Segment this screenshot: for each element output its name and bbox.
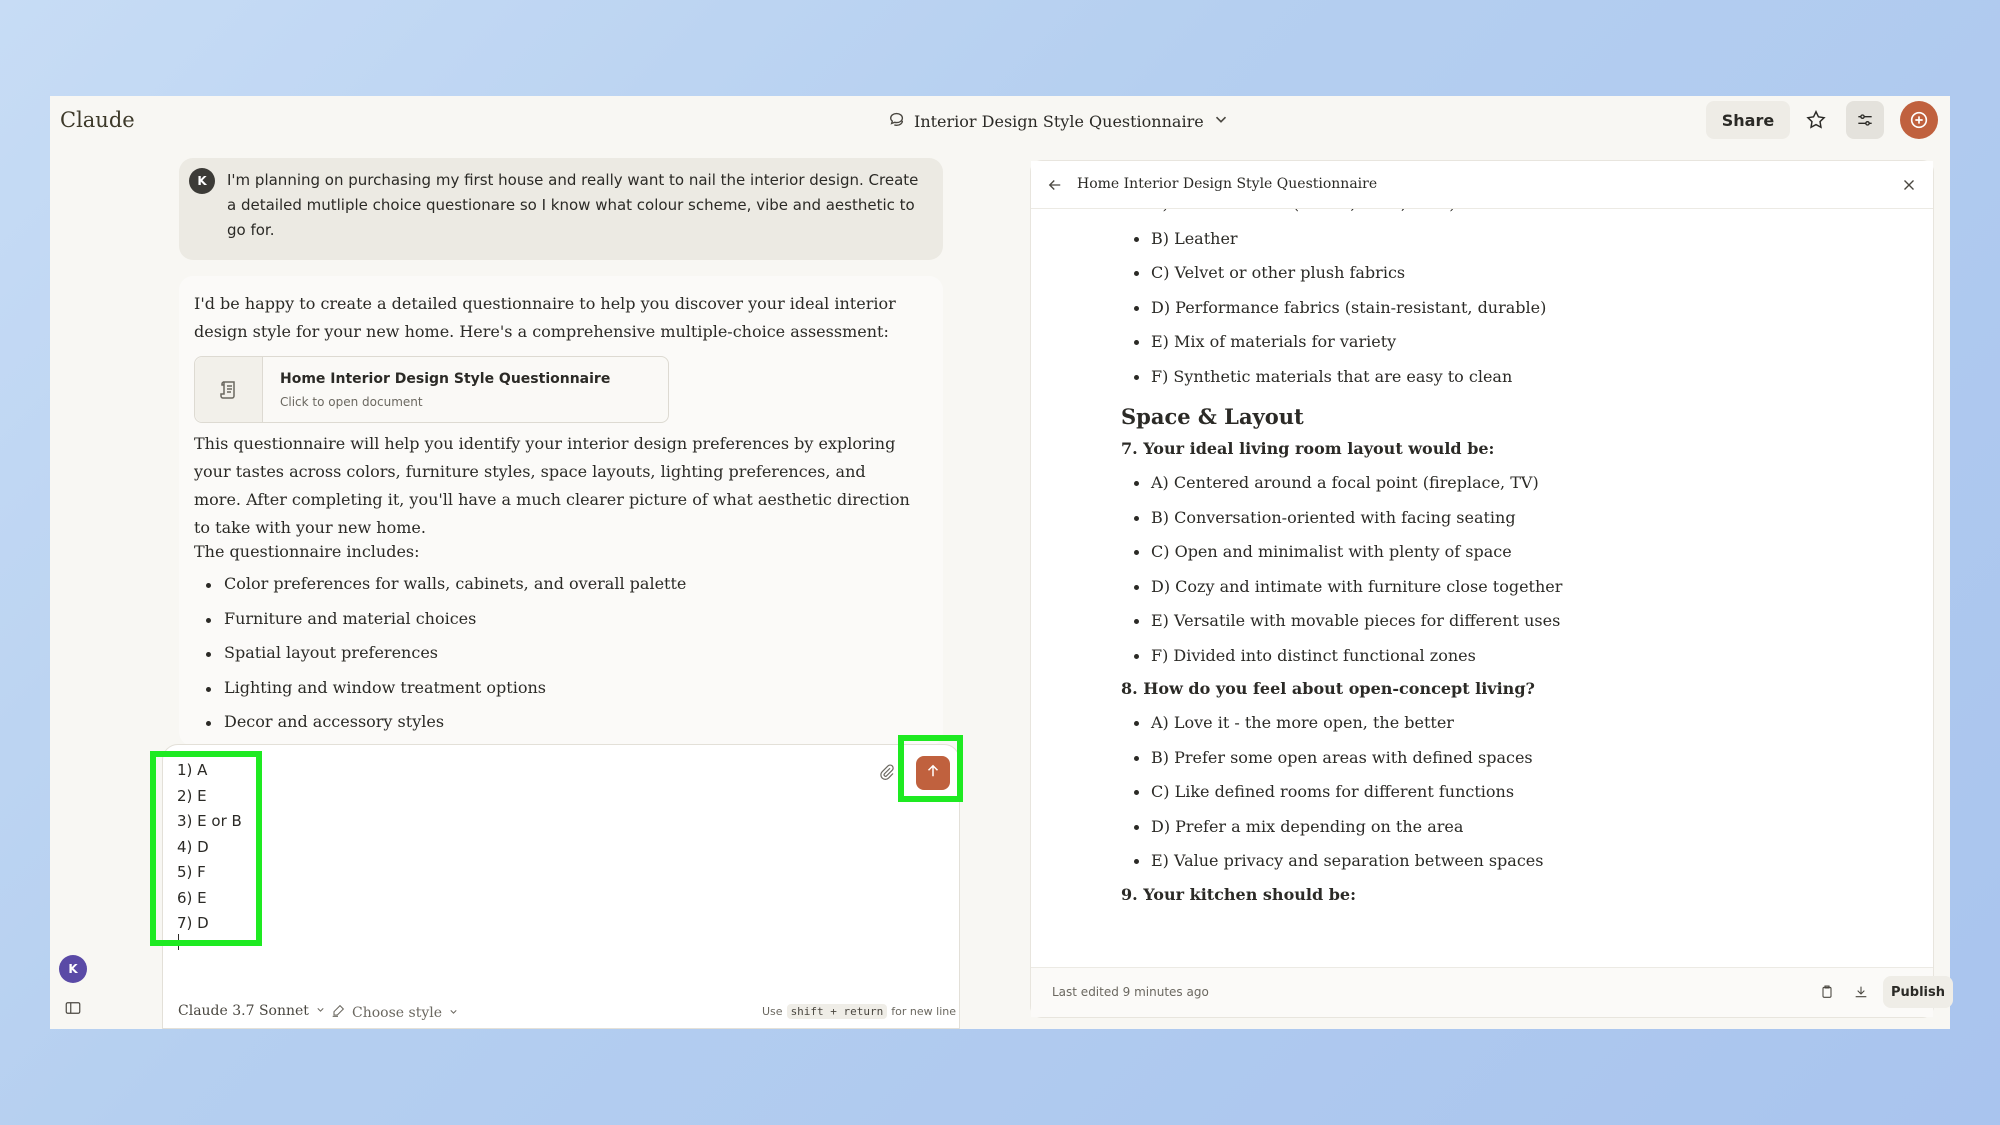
list-item: Furniture and material choices	[194, 609, 686, 644]
hint-key: shift + return	[787, 1004, 888, 1019]
list-item: B) Prefer some open areas with defined spaces	[1121, 747, 1901, 782]
assistant-intro: I'd be happy to create a detailed questionnaire to help you discover your ideal interior design style for your new home. Here's a comprehensive multiple-choice assessment:	[194, 294, 896, 341]
brush-icon	[330, 1003, 346, 1023]
artifact-header	[1031, 161, 1933, 209]
question-6-options	[1121, 193, 1901, 400]
style-label: Choose style	[352, 1005, 442, 1021]
message-input[interactable]	[162, 744, 960, 1029]
answer-line: 7) D	[177, 914, 209, 932]
hint-suffix: for new line	[891, 1005, 956, 1018]
chevron-down-icon	[1212, 110, 1230, 132]
assistant-message	[179, 276, 943, 746]
chat-bubble-icon	[888, 110, 906, 132]
share-button[interactable]: Share	[1706, 101, 1790, 139]
document-card-title: Home Interior Design Style Questionnaire	[280, 371, 611, 387]
question-7-options	[1121, 472, 1901, 679]
app-logo[interactable]: Claude	[60, 108, 135, 132]
new-chat-icon[interactable]	[1900, 101, 1938, 139]
paperclip-icon[interactable]	[876, 760, 898, 784]
chevron-down-icon	[448, 1005, 459, 1021]
document-content	[1121, 193, 1901, 918]
answer-line: 4) D	[177, 837, 209, 856]
list-item: C) Open and minimalist with plenty of space	[1121, 541, 1901, 576]
list-item: B) Conversation-oriented with facing seating	[1121, 507, 1901, 542]
send-highlight-box	[898, 735, 963, 802]
top-bar	[50, 96, 1950, 146]
document-icon	[195, 357, 263, 422]
list-item: B) Leather	[1121, 228, 1901, 263]
download-icon[interactable]	[1851, 982, 1871, 1002]
app-window	[50, 96, 1950, 1029]
sliders-icon[interactable]	[1846, 101, 1884, 139]
question-8-options	[1121, 712, 1901, 885]
artifact-title: Home Interior Design Style Questionnaire	[1077, 176, 1378, 192]
list-item: E) Mix of materials for variety	[1121, 331, 1901, 366]
list-item: A) Love it - the more open, the better	[1121, 712, 1901, 747]
list-item: E) Versatile with movable pieces for different uses	[1121, 610, 1901, 645]
document-card-subtitle: Click to open document	[280, 395, 423, 409]
list-item: C) Like defined rooms for different functions	[1121, 781, 1901, 816]
publish-button[interactable]: Publish	[1883, 976, 1953, 1008]
last-edited-text: Last edited 9 minutes ago	[1052, 985, 1209, 999]
answer-line: 6) E	[177, 888, 207, 907]
avatar[interactable]: K	[59, 955, 87, 983]
artifact-body[interactable]	[1031, 209, 1933, 961]
list-item: D) Prefer a mix depending on the area	[1121, 816, 1901, 851]
list-item: Lighting and window treatment options	[194, 678, 686, 713]
question-heading: 7. Your ideal living room layout would be:	[1121, 439, 1495, 458]
includes-label: The questionnaire includes:	[194, 542, 420, 561]
artifact-panel	[1030, 160, 1945, 1018]
list-item: F) Synthetic materials that are easy to clean	[1121, 366, 1901, 401]
section-heading: Space & Layout	[1121, 404, 1304, 429]
list-item: Decor and accessory styles	[194, 712, 686, 747]
list-item: Color preferences for walls, cabinets, and overall palette	[194, 574, 686, 609]
star-icon[interactable]	[1800, 104, 1832, 136]
arrow-left-icon[interactable]	[1045, 175, 1065, 195]
close-icon[interactable]	[1899, 175, 1919, 195]
list-item: D) Cozy and intimate with furniture close together	[1121, 576, 1901, 611]
document-card[interactable]	[194, 356, 669, 423]
chevron-down-icon	[315, 1003, 326, 1019]
list-item: D) Performance fabrics (stain-resistant, durable)	[1121, 297, 1901, 332]
list-item: E) Value privacy and separation between spaces	[1121, 850, 1901, 885]
list-item: F) Divided into distinct functional zones	[1121, 645, 1901, 680]
includes-list	[194, 574, 686, 747]
answer-line: 3) E or B	[177, 812, 242, 830]
list-item: C) Velvet or other plush fabrics	[1121, 262, 1901, 297]
artifact-footer	[1031, 967, 1945, 1017]
user-message	[179, 158, 943, 260]
user-message-text: I'm planning on purchasing my first house and really want to nail the interior design. Create a detailed mutliple choice questionare so I know what colour scheme, vibe and aesthetic to go for.	[227, 171, 919, 239]
answer-line: 2) E	[177, 786, 207, 805]
conversation-title-dropdown[interactable]	[888, 110, 1230, 132]
user-avatar: K	[189, 168, 215, 194]
list-item: A) Centered around a focal point (fireplace, TV)	[1121, 472, 1901, 507]
answers-highlight-box	[150, 751, 262, 946]
assistant-paragraph: This questionnaire will help you identify your interior design preferences by exploring your tastes across colors, furniture styles, space layouts, lighting preferences, and more. After completing it, you'll have a much clearer picture of what aesthetic direction to take with your new home.	[194, 434, 910, 537]
hint-prefix: Use	[762, 1005, 783, 1018]
question-heading: 8. How do you feel about open-concept living?	[1121, 679, 1535, 698]
conversation-title: Interior Design Style Questionnaire	[914, 111, 1204, 131]
newline-hint	[762, 1004, 956, 1019]
sidebar-icon[interactable]	[63, 998, 83, 1018]
copy-icon[interactable]	[1817, 982, 1837, 1002]
question-heading: 9. Your kitchen should be:	[1121, 884, 1356, 904]
model-selector[interactable]	[178, 1003, 326, 1019]
list-item: Spatial layout preferences	[194, 643, 686, 678]
answer-line: 5) F	[177, 863, 206, 881]
answer-line: 1) A	[177, 761, 208, 779]
model-name: Claude 3.7 Sonnet	[178, 1003, 309, 1019]
style-selector[interactable]	[330, 1003, 459, 1023]
